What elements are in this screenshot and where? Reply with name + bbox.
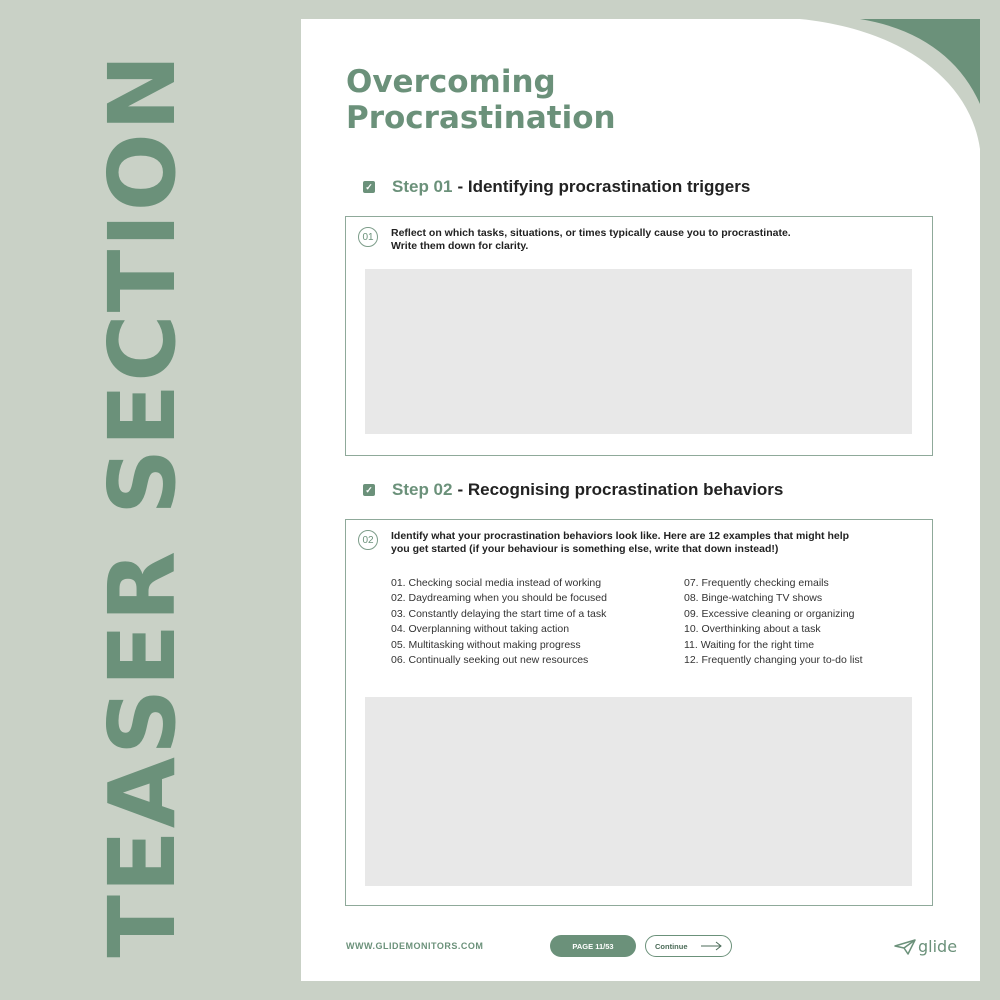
step-01-heading bbox=[363, 177, 750, 197]
step-02-title: - Recognising procrastination behaviors bbox=[457, 480, 784, 499]
list-item: 11. Waiting for the right time bbox=[684, 638, 815, 651]
step-02-badge: 02 bbox=[358, 530, 378, 550]
footer-website-link[interactable]: WWW.GLIDEMONITORS.COM bbox=[346, 941, 484, 951]
step-02-answer-area[interactable] bbox=[365, 697, 912, 886]
worksheet-page bbox=[301, 19, 980, 981]
step-02-heading bbox=[363, 480, 783, 500]
step-01-answer-area[interactable] bbox=[365, 269, 912, 434]
list-item: 07. Frequently checking emails bbox=[684, 577, 829, 589]
step-01-number: Step 01 bbox=[392, 177, 453, 196]
list-item: 12. Frequently changing your to-do list bbox=[684, 653, 863, 666]
step-01-badge: 01 bbox=[358, 227, 378, 247]
arrow-right-icon bbox=[701, 941, 723, 951]
step-02-box bbox=[345, 519, 933, 906]
list-item: 04. Overplanning without taking action bbox=[391, 623, 570, 636]
list-item: 02. Daydreaming when you should be focused bbox=[391, 592, 607, 605]
list-item: 05. Multitasking without making progress bbox=[391, 638, 581, 651]
behavior-examples-list bbox=[391, 577, 911, 669]
logo-text: glide bbox=[918, 937, 958, 956]
page-indicator: PAGE 11/53 bbox=[550, 935, 636, 957]
list-item: 01. Checking social media instead of working bbox=[391, 577, 602, 589]
continue-button[interactable] bbox=[645, 935, 732, 957]
list-item: 10. Overthinking about a task bbox=[684, 623, 821, 636]
checkbox-checked-icon[interactable]: ✓ bbox=[363, 181, 375, 193]
step-01-box bbox=[345, 216, 933, 456]
paper-plane-icon bbox=[894, 939, 916, 955]
teaser-section-label: TEASER SECTION bbox=[89, 52, 196, 958]
step-02-number: Step 02 bbox=[392, 480, 453, 499]
glide-logo bbox=[894, 937, 957, 956]
step-01-title: - Identifying procrastination triggers bbox=[457, 177, 751, 196]
list-item: 08. Binge-watching TV shows bbox=[684, 592, 823, 605]
list-item: 09. Excessive cleaning or organizing bbox=[684, 607, 855, 620]
continue-label: Continue bbox=[655, 941, 688, 951]
step-01-prompt: Reflect on which tasks, situations, or times typically cause you to procrastinate. Write them down for clarity. bbox=[391, 227, 791, 252]
list-item: 06. Continually seeking out new resources bbox=[391, 653, 589, 666]
list-item: 03. Constantly delaying the start time of a task bbox=[391, 607, 607, 620]
page-title: Overcoming Procrastination bbox=[346, 64, 616, 136]
step-02-prompt: Identify what your procrastination behaviors look like. Here are 12 examples that might help you get started (if your behaviour is something else, write that down instead!) bbox=[391, 530, 850, 555]
checkbox-checked-icon[interactable]: ✓ bbox=[363, 484, 375, 496]
corner-decoration bbox=[780, 19, 980, 149]
